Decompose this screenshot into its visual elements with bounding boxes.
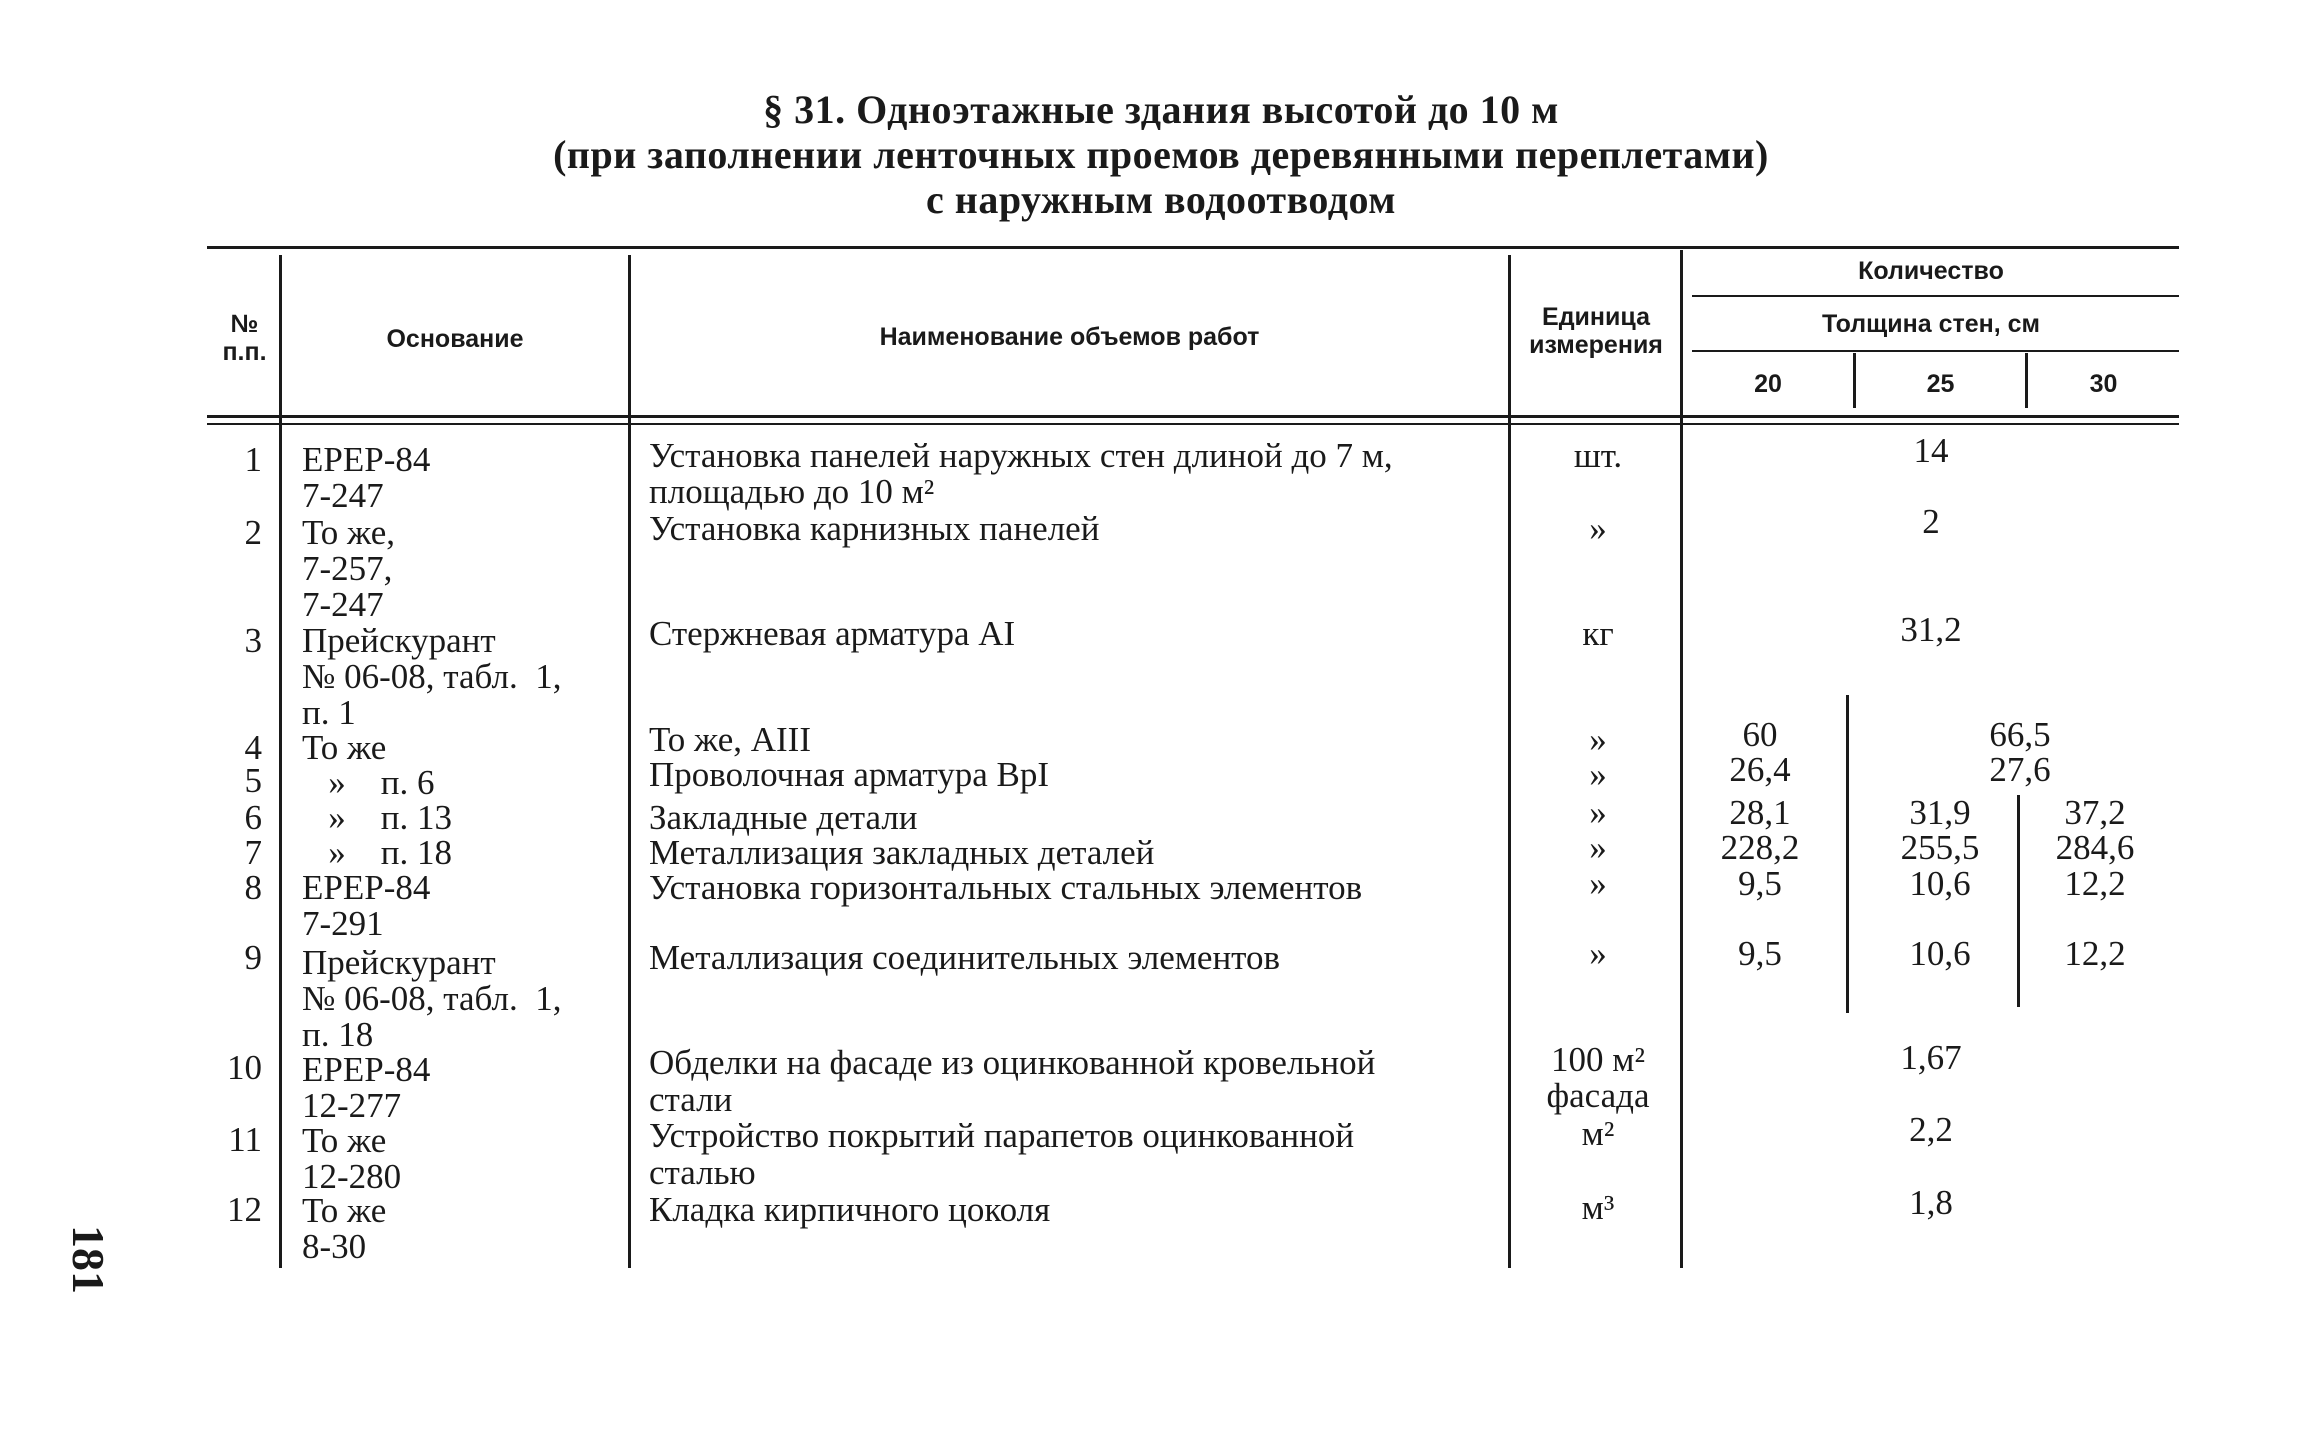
row-quantity-30: 37,2 xyxy=(2064,793,2126,832)
header-thickness-20: 20 xyxy=(1754,370,1782,398)
row-work-name: Кладка кирпичного цоколя xyxy=(649,1190,1051,1229)
header-wall-thickness: Толщина стен, см xyxy=(1821,310,2041,338)
row-quantity-20: 26,4 xyxy=(1729,750,1791,789)
row-basis: ЕРЕР-84 7-291 xyxy=(302,868,431,943)
row-number: 12 xyxy=(227,1190,262,1229)
section-title-line1: § 31. Одноэтажные здания высотой до 10 м xyxy=(763,87,1559,132)
header-quantity: Количество xyxy=(1858,257,2004,285)
row-unit: кг xyxy=(1582,614,1614,653)
row-quantity: 1,8 xyxy=(1909,1183,1953,1222)
row-basis: » п. 13 xyxy=(302,798,452,837)
row-number: 2 xyxy=(244,513,262,552)
row-number: 4 xyxy=(244,728,262,767)
row-number: 8 xyxy=(244,868,262,907)
row-unit: » xyxy=(1589,828,1607,867)
row-work-name-cont: стали xyxy=(649,1080,733,1119)
row-quantity-20: 228,2 xyxy=(1720,828,1800,867)
row-number: 5 xyxy=(244,761,262,800)
header-work-name: Наименование объемов работ xyxy=(879,323,1260,351)
row-basis: » п. 6 xyxy=(302,763,435,802)
page-number: 181 xyxy=(63,1225,114,1294)
row-unit: » xyxy=(1589,864,1607,903)
row-work-name: Установка карнизных панелей xyxy=(649,509,1100,548)
row-quantity: 14 xyxy=(1913,431,1949,470)
row-basis: То же, 7-257, 7-247 xyxy=(302,513,396,624)
row-work-name: Устройство покрытий парапетов оцинкованной xyxy=(649,1116,1355,1155)
header-thickness-30: 30 xyxy=(2089,370,2118,398)
row-number: 7 xyxy=(244,833,262,872)
row-unit: » xyxy=(1589,720,1607,759)
row-unit: шт. xyxy=(1573,436,1623,475)
row-quantity: 31,2 xyxy=(1900,610,1962,649)
row-quantity-25-30: 66,5 xyxy=(1989,715,2051,754)
row-number: 9 xyxy=(244,938,262,977)
row-unit: » xyxy=(1589,793,1607,832)
row-unit: » xyxy=(1589,755,1607,794)
row-quantity-30: 284,6 xyxy=(2055,828,2135,867)
row-number: 3 xyxy=(244,621,262,660)
row-basis: То же 8-30 xyxy=(302,1191,387,1266)
row-number: 11 xyxy=(228,1120,262,1159)
row-quantity-20: 9,5 xyxy=(1738,934,1782,973)
row-quantity-30: 12,2 xyxy=(2064,864,2126,903)
row-unit: м² xyxy=(1581,1114,1615,1153)
row-quantity-30: 12,2 xyxy=(2064,934,2126,973)
row-work-name: Закладные детали xyxy=(649,798,918,837)
section-title-line2: (при заполнении ленточных проемов деревянными переплетами) xyxy=(553,132,1769,177)
row-quantity-20: 28,1 xyxy=(1729,793,1791,832)
row-quantity: 1,67 xyxy=(1900,1038,1962,1077)
header-unit: Единица измерения xyxy=(1529,303,1663,359)
row-quantity-25: 255,5 xyxy=(1900,828,1980,867)
row-quantity-20: 60 xyxy=(1742,715,1778,754)
row-work-name: Установка горизонтальных стальных элементов xyxy=(649,868,1363,907)
row-work-name: Стержневая арматура AI xyxy=(649,614,1016,653)
row-quantity-25: 31,9 xyxy=(1909,793,1971,832)
row-basis: ЕРЕР-84 12-277 xyxy=(302,1050,431,1125)
row-unit: » xyxy=(1589,509,1607,548)
header-thickness-25: 25 xyxy=(1926,370,1955,398)
row-basis: Прейскурант № 06-08, табл. 1, п. 1 xyxy=(302,621,562,732)
row-unit: м³ xyxy=(1581,1188,1615,1227)
row-unit: 100 м² xyxy=(1551,1040,1645,1079)
row-work-name-cont: сталью xyxy=(649,1153,756,1192)
row-basis: Прейскурант № 06-08, табл. 1, п. 18 xyxy=(302,943,562,1054)
row-quantity: 2,2 xyxy=(1909,1110,1953,1149)
header-basis: Основание xyxy=(386,325,524,353)
row-basis: То же 12-280 xyxy=(302,1121,402,1196)
row-work-name: Обделки на фасаде из оцинкованной кровельной xyxy=(649,1043,1376,1082)
row-basis: » п. 18 xyxy=(302,833,452,872)
row-quantity-25: 10,6 xyxy=(1909,864,1971,903)
row-quantity-20: 9,5 xyxy=(1738,864,1782,903)
row-number: 1 xyxy=(244,440,262,479)
row-basis: ЕРЕР-84 7-247 xyxy=(302,440,431,515)
row-work-name: Проволочная арматура BpI xyxy=(649,755,1050,794)
header-num: № п.п. xyxy=(222,310,267,366)
row-work-name: Металлизация закладных деталей xyxy=(649,833,1155,872)
row-number: 10 xyxy=(227,1048,262,1087)
row-work-name-cont: площадью до 10 м² xyxy=(649,472,935,511)
row-work-name: Установка панелей наружных стен длиной до 7 м, xyxy=(649,436,1393,475)
row-number: 6 xyxy=(244,798,262,837)
row-unit: » xyxy=(1589,934,1607,973)
row-unit-cont: фасада xyxy=(1546,1076,1650,1115)
row-work-name: Металлизация соединительных элементов xyxy=(649,938,1281,977)
row-work-name: То же, AIII xyxy=(649,720,811,759)
row-quantity-25: 10,6 xyxy=(1909,934,1971,973)
section-title-line3: с наружным водоотводом xyxy=(926,177,1396,222)
row-basis: То же xyxy=(302,728,387,767)
row-quantity: 2 xyxy=(1922,502,1940,541)
row-quantity-25-30: 27,6 xyxy=(1989,750,2051,789)
